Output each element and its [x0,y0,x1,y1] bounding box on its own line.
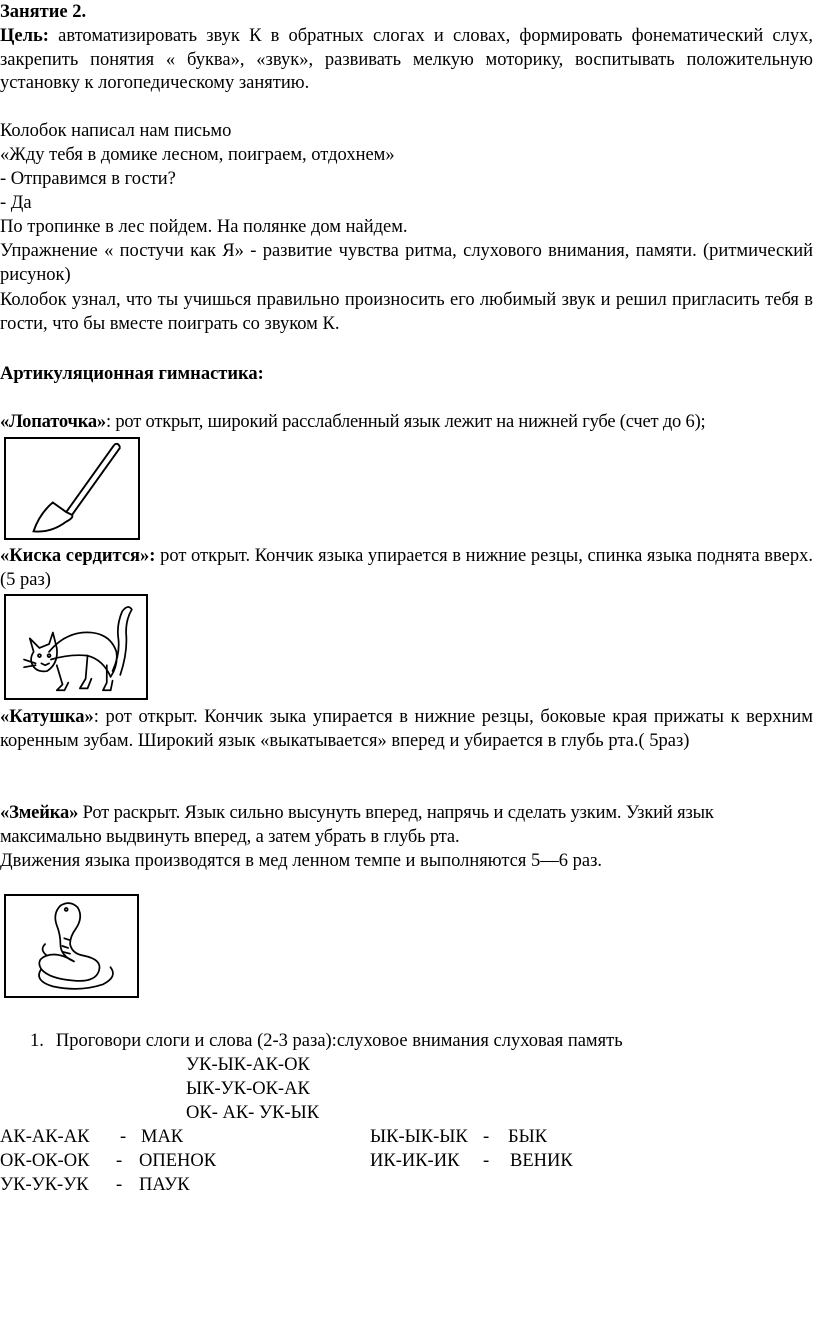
exercise-lopatochka: «Лопаточка»: рот открыт, широкий расслабленный язык лежит на нижней губе (счет до 6); [0,412,706,432]
intro-line: Колобок написал нам письмо [0,121,232,141]
dash: - [120,1127,127,1147]
snake-icon [4,894,139,998]
gymnastics-heading: Артикуляционная гимнастика: [0,364,264,384]
intro-line: - Отправимся в гости? [0,169,176,189]
word: ПАУК [139,1175,190,1195]
syllables: ЫК-ЫК-ЫК [370,1127,468,1147]
dash: - [116,1151,123,1171]
intro-line: «Жду тебя в домике лесном, поиграем, отдохнем» [0,145,395,165]
word: ВЕНИК [510,1151,573,1171]
kolobok-text: Колобок узнал, что ты учишься правильно произносить его любимый звук и решил пригласить тебя в гости, что бы вместе поиграть со звуком К. [0,290,813,334]
intro-line: - Да [0,193,32,213]
syllables: ОК-ОК-ОК [0,1151,90,1171]
task-number: 1. [30,1031,44,1051]
word-row [0,1150,816,1174]
exercise-rhythm: Упражнение « постучи как Я» - развитие чувства ритма, слухового внимания, памяти. (ритмический рисунок) [0,241,813,285]
syllable-line: УК-ЫК-АК-ОК [186,1055,310,1075]
exercise-katushka: «Катушка»: рот открыт. Кончик зыка упирается в нижние резцы, боковые края прижаты к верхним коренным зубам. Широкий язык «выкатывается» вперед и убирается в глубь рта.( 5раз) [0,707,813,751]
dash: - [483,1127,490,1147]
exercise-kiska: «Киска сердится»: рот открыт. Кончик языка упирается в нижние резцы, спинка языка поднята вверх. (5 раз) [0,546,813,590]
task-1 [30,1030,813,1054]
lesson-title: Занятие 2. [0,2,87,22]
dash: - [116,1175,123,1195]
word: МАК [141,1127,184,1147]
syllable-line: ЫК-УК-ОК-АК [186,1079,310,1099]
syllables: УК-УК-УК [0,1175,89,1195]
goal-label: Цель: [0,26,49,46]
dash: - [483,1151,490,1171]
syllable-line: ОК- АК- УК-ЫК [186,1103,320,1123]
shovel-icon [4,437,140,540]
word: ОПЕНОК [139,1151,217,1171]
word: БЫК [508,1127,548,1147]
syllables: АК-АК-АК [0,1127,90,1147]
movement-note: Движения языка производятся в мед ленном темпе и выполняются 5—6 раз. [0,851,603,871]
word-row [0,1126,816,1150]
exercise-zmeyka: «Змейка» Рот раскрыт. Язык сильно высунуть вперед, напрячь и сделать узким. Узкий язык максимально выдвинуть вперед, а затем убрать в глубь рта. [0,803,714,847]
cat-icon [4,594,148,700]
task-text: Проговори слоги и слова (2-3 раза):слуховое внимания слуховая память [55,1031,623,1051]
word-row [0,1174,816,1198]
intro-line: По тропинке в лес пойдем. На полянке дом найдем. [0,217,408,237]
lesson-goal [0,25,813,96]
syllables: ИК-ИК-ИК [370,1151,460,1171]
goal-text: автоматизировать звук К в обратных слогах и словах, формировать фонематический слух, закрепить понятия « буква», «звук», развивать мелкую моторику, воспитывать положительную установку к логопедическому занятию. [0,26,813,94]
